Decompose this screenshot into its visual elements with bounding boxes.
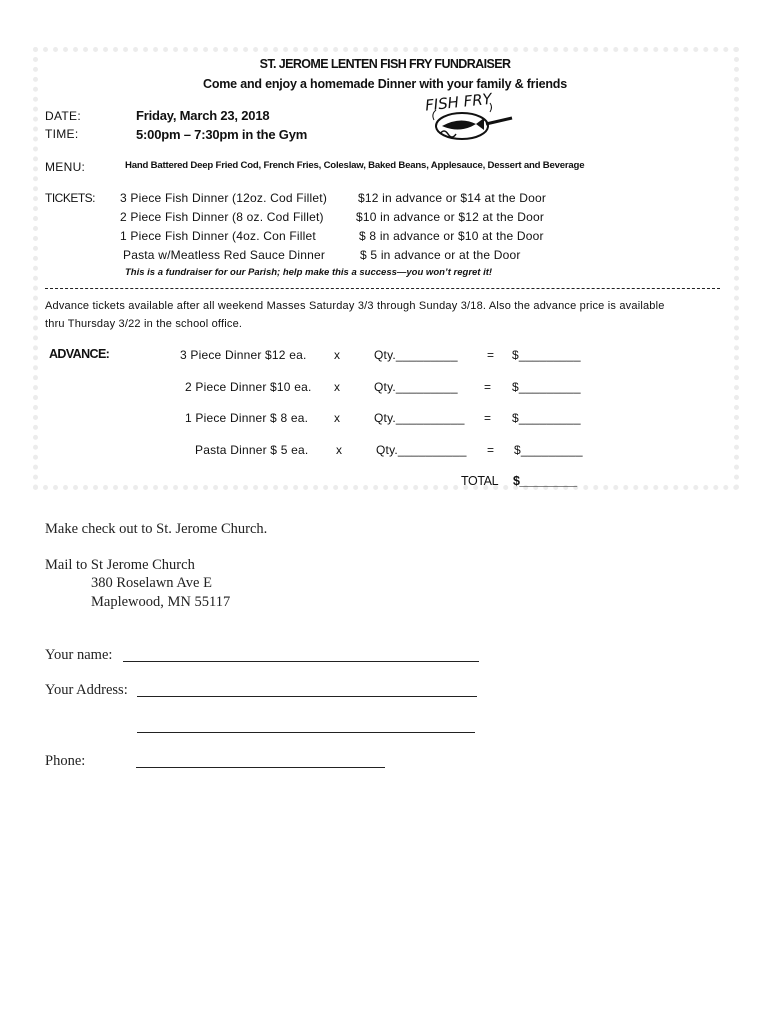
address-line-1: 380 Roselawn Ave E — [91, 575, 212, 591]
qty-field[interactable]: Qty._________ — [374, 380, 458, 394]
flyer-subtitle: Come and enjoy a homemade Dinner with your family & friends — [203, 77, 567, 91]
times-sign: x — [334, 411, 341, 425]
menu-label: MENU: — [45, 160, 86, 174]
qty-field[interactable]: Qty.__________ — [374, 411, 465, 425]
amount-field[interactable]: $_________ — [514, 443, 583, 457]
equals-sign: = — [484, 380, 492, 394]
total-amount-field[interactable]: $_________ — [513, 474, 577, 488]
fish-fry-logo — [420, 90, 520, 150]
time-label: TIME: — [45, 127, 79, 141]
times-sign: x — [334, 348, 341, 362]
address-field[interactable] — [137, 696, 477, 697]
advance-note-cont: thru Thursday 3/22 in the school office. — [45, 318, 243, 330]
time-value: 5:00pm – 7:30pm in the Gym — [136, 127, 308, 142]
divider — [45, 288, 720, 289]
date-value: Friday, March 23, 2018 — [136, 108, 270, 123]
flyer-title: ST. JEROME LENTEN FISH FRY FUNDRAISER — [259, 57, 511, 71]
order-item: Pasta Dinner $ 5 ea. — [195, 443, 309, 457]
logo-text: FISH FRY — [424, 90, 493, 115]
order-item: 2 Piece Dinner $10 ea. — [185, 380, 312, 394]
ticket-item: 2 Piece Fish Dinner (8 oz. Cod Fillet) — [120, 210, 324, 224]
order-item: 1 Piece Dinner $ 8 ea. — [185, 411, 309, 425]
equals-sign: = — [487, 348, 495, 362]
advance-note: Advance tickets available after all weekend Masses Saturday 3/3 through Sunday 3/18. Also the advance price is available — [45, 300, 665, 312]
date-label: DATE: — [45, 109, 81, 123]
tickets-label: TICKETS: — [45, 191, 96, 205]
ticket-price: $10 in advance or $12 at the Door — [356, 210, 545, 224]
qty-field[interactable]: Qty.__________ — [376, 443, 467, 457]
mail-to-line: Mail to St Jerome Church — [45, 557, 195, 573]
name-field[interactable] — [123, 661, 479, 662]
address-label: Your Address: — [45, 682, 128, 698]
phone-field[interactable] — [136, 767, 385, 768]
menu-value: Hand Battered Deep Fried Cod, French Fries, Coleslaw, Baked Beans, Applesauce, Dessert and Beverage — [125, 160, 585, 171]
name-label: Your name: — [45, 647, 113, 663]
address-line-2: Maplewood, MN 55117 — [91, 594, 231, 610]
amount-field[interactable]: $_________ — [512, 348, 581, 362]
order-item: 3 Piece Dinner $12 ea. — [180, 348, 307, 362]
ticket-price: $ 5 in advance or at the Door — [360, 248, 521, 262]
amount-field[interactable]: $_________ — [512, 411, 581, 425]
total-label: TOTAL — [461, 474, 499, 488]
fish-in-pan-icon — [420, 90, 520, 150]
address-field-line-2[interactable] — [137, 732, 475, 733]
tagline: This is a fundraiser for our Parish; help make this a success—you won’t regret it! — [125, 267, 493, 278]
ticket-item: 3 Piece Fish Dinner (12oz. Cod Fillet) — [120, 191, 328, 205]
phone-label: Phone: — [45, 753, 86, 769]
ticket-item: 1 Piece Fish Dinner (4oz. Con Fillet — [120, 229, 316, 243]
times-sign: x — [336, 443, 343, 457]
equals-sign: = — [487, 443, 495, 457]
ticket-price: $12 in advance or $14 at the Door — [358, 191, 547, 205]
times-sign: x — [334, 380, 341, 394]
advance-label: ADVANCE: — [49, 347, 110, 361]
qty-field[interactable]: Qty._________ — [374, 348, 458, 362]
ticket-item: Pasta w/Meatless Red Sauce Dinner — [123, 248, 326, 262]
equals-sign: = — [484, 411, 492, 425]
check-payable-note: Make check out to St. Jerome Church. — [45, 521, 268, 537]
amount-field[interactable]: $_________ — [512, 380, 581, 394]
ticket-price: $ 8 in advance or $10 at the Door — [359, 229, 544, 243]
